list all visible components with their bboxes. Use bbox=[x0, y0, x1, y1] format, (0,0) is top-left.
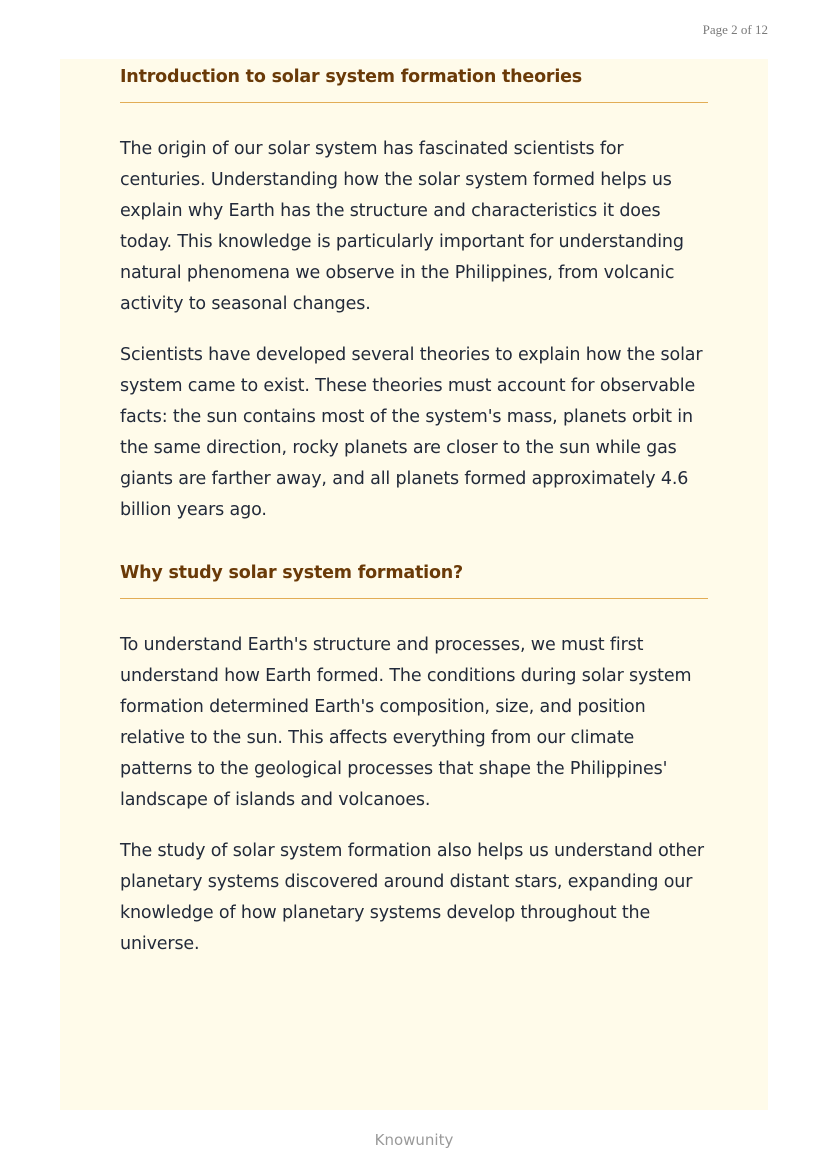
section-heading-why-study: Why study solar system formation? bbox=[120, 563, 464, 583]
page-number: Page 2 of 12 bbox=[702, 22, 768, 37]
section-divider bbox=[120, 102, 708, 103]
paragraph: The origin of our solar system has fascinated scientists for centuries. Understanding how the solar system formed helps us explain why Earth has the structure and characteristics it does today. This knowledge is particularly important for understanding natural phenomena we observe in the Philippines, from volcanic activity to seasonal changes. bbox=[120, 139, 684, 314]
paragraph: To understand Earth's structure and processes, we must first understand how Earth formed. The conditions during solar system formation determined Earth's composition, size, and position relative to the sun. This affects everything from our climate patterns to the geological processes that shape the Philippines' landscape of islands and volcanoes. bbox=[120, 635, 692, 810]
content-panel bbox=[60, 59, 768, 1110]
section-divider bbox=[120, 598, 708, 599]
footer-brand: Knowunity bbox=[374, 1131, 454, 1149]
section-heading-introduction: Introduction to solar system formation theories bbox=[120, 67, 583, 87]
paragraph: Scientists have developed several theories to explain how the solar system came to exist. These theories must account for observable facts: the sun contains most of the system's mass, planets orbit in the same direction, rocky planets are closer to the sun while gas giants are farther away, and all planets formed approximately 4.6 billion years ago. bbox=[120, 345, 703, 520]
paragraph: The study of solar system formation also helps us understand other planetary systems discovered around distant stars, expanding our knowledge of how planetary systems develop throughout the universe. bbox=[120, 841, 704, 954]
